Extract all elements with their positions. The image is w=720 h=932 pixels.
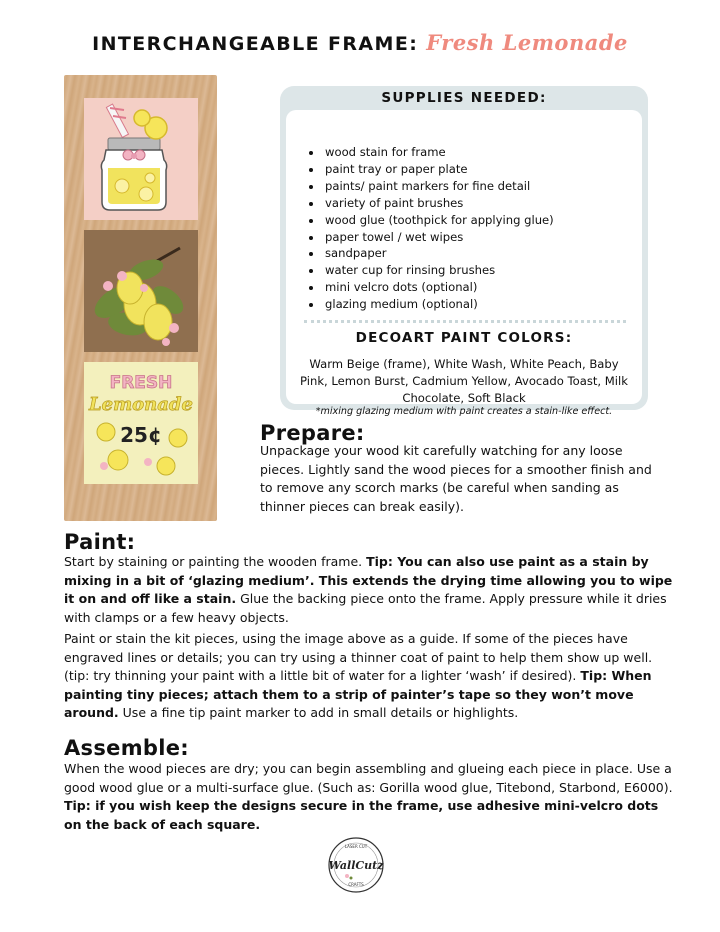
page-title-main: INTERCHANGEABLE FRAME: [92, 33, 410, 55]
wallcutz-logo-icon: [327, 836, 385, 894]
panel-lemonade-jar: [84, 98, 198, 220]
frame-illustration: [64, 75, 217, 521]
assemble-text-main: When the wood pieces are dry; you can begin assembling and glueing each piece in place. Use a good wood glue or a multi-surface glue. (Such as: Gorilla wood glue, Titebond, Starbond, E6000).: [64, 761, 673, 795]
prepare-text: Unpackage your wood kit carefully watching for any loose pieces. Lightly sand the wood pieces for a smoother finish and to remove any scorch marks (be careful when sanding as thinner pieces can break easily).: [260, 443, 652, 514]
list-item: • mini velcro dots (optional): [323, 279, 554, 296]
supplies-box: [280, 86, 648, 417]
paint-p2-tip: Tip: When painting tiny pieces; attach them to a strip of painter’s tape so they won’t move around.: [64, 668, 652, 721]
page-title-script: Fresh Lemonade: [426, 30, 628, 55]
supplies-title: SUPPLIES NEEDED:: [381, 90, 547, 106]
lemonade-sign-icon: [84, 362, 198, 484]
dotted-divider: [304, 320, 626, 323]
list-item: • paint tray or paper plate: [323, 161, 554, 178]
list-item: • sandpaper: [323, 245, 554, 262]
panel3-price: 25¢: [120, 423, 162, 447]
assemble-text: [64, 760, 674, 834]
logo-ring-bottom: CRAFTS: [348, 882, 364, 887]
assemble-tip: Tip: if you wish keep the designs secure in the frame, use adhesive mini-velcro dots on the back of each square.: [64, 798, 659, 832]
page-title: [0, 30, 720, 55]
paint-paragraph-1: [64, 553, 674, 627]
paint-note: *mixing glazing medium with paint creates a stain-like effect.: [315, 406, 613, 417]
assemble-heading: Assemble:: [64, 736, 189, 760]
list-item: • wood stain for frame: [323, 144, 554, 161]
lemon-branch-icon: [84, 230, 198, 352]
panel3-line2: Lemonade: [89, 394, 193, 415]
supplies-list: [306, 144, 554, 313]
paint-p1-text-end: Glue the backing piece onto the frame. Apply pressure while it dries with clamps or a few heavy objects.: [64, 591, 667, 625]
paint-p1-tip: Tip: You can also use paint as a stain by mixing in a bit of ‘glazing medium’. This extends the drying time allowing you to wipe it on and off like a stain.: [64, 554, 673, 607]
paint-colors-text: Warm Beige (frame), White Wash, White Peach, Baby Pink, Lemon Burst, Cadmium Yellow, Avocado Toast, Milk Chocolate, Soft Black: [300, 357, 628, 405]
paint-colors-title: DECOART PAINT COLORS:: [355, 330, 573, 346]
logo-ring-top: LASER CUT: [344, 844, 368, 849]
list-item: • water cup for rinsing brushes: [323, 262, 554, 279]
paint-p1-text: Start by staining or painting the wooden frame.: [64, 554, 367, 569]
list-item: • paints/ paint markers for fine detail: [323, 178, 554, 195]
supplies-inner: [286, 110, 642, 417]
prepare-heading: Prepare:: [260, 421, 365, 445]
list-item: • variety of paint brushes: [323, 195, 554, 212]
panel-lemon-branch: [84, 230, 198, 352]
logo-name: WallCutz: [328, 859, 384, 872]
paint-heading: Paint:: [64, 530, 136, 554]
lemonade-jar-icon: [84, 98, 198, 220]
paint-paragraph-2: [64, 630, 674, 723]
list-item: • glazing medium (optional): [323, 296, 554, 313]
panel-lemonade-sign: [84, 362, 198, 484]
wallcutz-logo: [327, 836, 385, 894]
panel3-line1: FRESH: [109, 373, 173, 393]
list-item: • wood glue (toothpick for applying glue): [323, 212, 554, 229]
paint-p2-text: Paint or stain the kit pieces, using the image above as a guide. If some of the pieces have engraved lines or details; you can try using a thinner coat of paint to help them show up well. (tip: try thinning your paint with a little bit of water for a lighter ‘wash’ if desired).: [64, 631, 653, 684]
paint-p2-text-end: Use a fine tip paint marker to add in small details or highlights.: [118, 705, 519, 721]
page-title-separator: :: [409, 33, 419, 55]
list-item: • paper towel / wet wipes: [323, 229, 554, 246]
